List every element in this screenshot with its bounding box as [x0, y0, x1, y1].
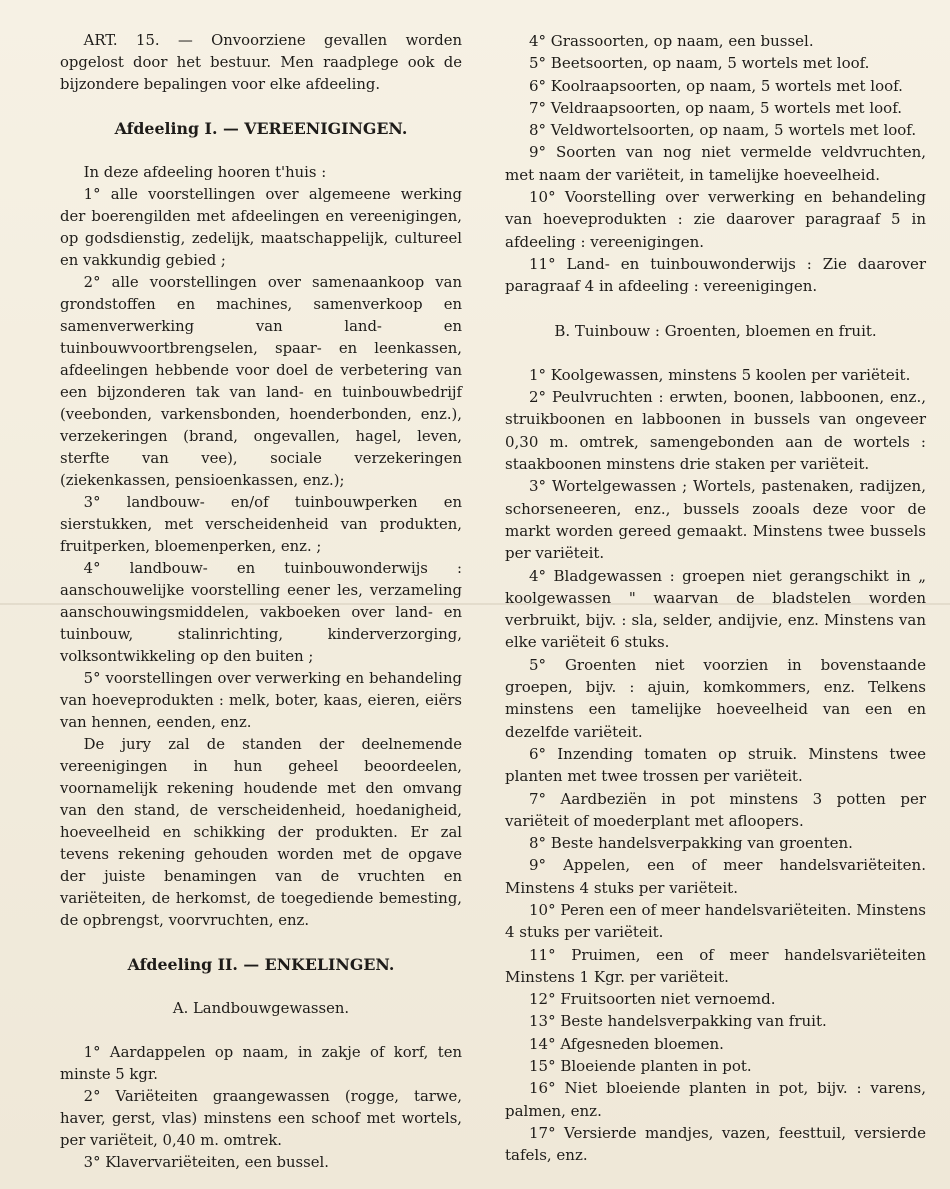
- right-column: [505, 30, 926, 1167]
- left-column-paragraph: 2° Variëteiten graangewassen (rogge, tarwe, haver, gerst, vlas) minstens een schoof met wortels, per variëteit, 0,40 m. omtrek.: [60, 1088, 462, 1149]
- right-column-paragraph: 8° Veldwortelsoorten, op naam, 5 wortels met loof.: [529, 121, 917, 140]
- right-column-paragraph: 4° Bladgewassen : groepen niet gerangschikt in „ koolgewassen " waarvan de bladstelen worden verbruikt, bijv. : sla, selder, andijvie, enz. Minstens van elke variëteit 6 stuks.: [505, 566, 926, 652]
- left-column-paragraph: 2° alle voorstellingen over samenaankoop van grondstoffen en machines, samenverkoop en samenverwerking van land- en tuinbouwvoortbrengselen, spaar- en leenkassen, afdeelingen hebbende voor doel de verbetering van een bijzonderen tak van land- en tuinbouwbedrijf (veebonden, varkensbonden, hoenderbonden, enz.), verzekeringen (brand, ongevallen, hagel, leven, sterfte van vee), sociale verzekeringen (ziekenkassen, pensioenkassen, enz.);: [60, 274, 462, 489]
- right-column-paragraph: 1° Koolgewassen, minstens 5 koolen per variëteit.: [529, 365, 911, 384]
- right-column-paragraph: 10° Voorstelling over verwerking en behandeling van hoeveprodukten : zie daarover paragraaf 5 in afdeeling : vereenigingen.: [505, 188, 926, 251]
- right-column-paragraph: 5° Beetsoorten, op naam, 5 wortels met loof.: [529, 54, 870, 73]
- right-column-paragraph: 17° Versierde mandjes, vazen, feesttuil, versierde tafels, enz.: [505, 1123, 926, 1165]
- left-column-paragraph: Afdeeling I. — VEREENIGINGEN.: [114, 119, 408, 138]
- right-column-paragraph: B. Tuinbouw : Groenten, bloemen en fruit.: [554, 321, 877, 340]
- right-column-paragraph: 12° Fruitsoorten niet vernoemd.: [529, 990, 776, 1009]
- right-column-paragraph: 16° Niet bloeiende planten in pot, bijv. : varens, palmen, enz.: [505, 1079, 926, 1120]
- right-column-paragraph: 3° Wortelgewassen ; Wortels, pastenaken, radijzen, schorseneeren, enz., bussels zooals deze voor de markt worden gereed gemaakt. Minstens twee bussels per variëteit.: [505, 477, 926, 563]
- right-column-paragraph: 7° Aardbeziën in pot minstens 3 potten per variëteit of moederplant met afloopers.: [505, 789, 926, 830]
- right-column-paragraph: 7° Veldraapsoorten, op naam, 5 wortels met loof.: [529, 98, 903, 117]
- left-column-paragraph: De jury zal de standen der deelnemende vereenigingen in hun geheel beoordeelen, voornamelijk rekening houdende met den omvang van den stand, de verscheidenheid, hoedanigheid, hoeveelheid en schikking der produkten. Er zal tevens rekening gehouden worden met de opgave der juiste benamingen van de vruchten en variëteiten, de herkomst, de toegediende bemesting, de opbrengst, voorvruchten, enz.: [60, 736, 462, 929]
- right-column-paragraph: 10° Peren een of meer handelsvariëteiten. Minstens 4 stuks per variëteit.: [505, 900, 926, 942]
- left-column-paragraph: 3° Klavervariëteiten, een bussel.: [83, 1154, 329, 1171]
- right-column-paragraph: 4° Grassoorten, op naam, een bussel.: [529, 32, 814, 50]
- right-column-paragraph: 5° Groenten niet voorzien in bovenstaande groepen, bijv. : ajuin, komkommers, enz. Telkens minstens een tamelijke hoeveelheid van een en dezelfde variëteit.: [505, 655, 926, 741]
- left-column-paragraph: Afdeeling II. — ENKELINGEN.: [127, 955, 395, 974]
- left-column-paragraph: 1° Aardappelen op naam, in zakje of korf, ten minste 5 kgr.: [60, 1044, 462, 1083]
- right-column-paragraph: 6° Koolraapsoorten, op naam, 5 wortels met loof.: [529, 76, 903, 95]
- right-column-paragraph: 6° Inzending tomaten op struik. Minstens twee planten met twee trossen per variëteit.: [505, 744, 926, 786]
- left-column-paragraph: A. Landbouwgewassen.: [172, 1000, 350, 1017]
- right-column-paragraph: 15° Bloeiende planten in pot.: [529, 1057, 752, 1076]
- right-column-paragraph: 2° Peulvruchten : erwten, boonen, labboonen, enz., struikboonen en labboonen in bussels van ongeveer 0,30 m. omtrek, samengebonden aan de wortels : staakboonen minstens drie staken per variëteit.: [505, 388, 926, 474]
- right-column-paragraph: 11° Pruimen, een of meer handelsvariëteiten Minstens 1 Kgr. per variëteit.: [505, 945, 926, 986]
- left-column: [60, 30, 462, 1174]
- right-column-paragraph: 9° Appelen, een of meer handelsvariëteiten. Minstens 4 stuks per variëteit.: [505, 856, 926, 897]
- left-column-paragraph: ART. 15. — Onvoorziene gevallen worden opgelost door het bestuur. Men raadplege ook de bijzondere bepalingen voor elke afdeeling.: [60, 32, 462, 93]
- right-column-paragraph: 14° Afgesneden bloemen.: [529, 1034, 724, 1053]
- right-column-paragraph: 11° Land- en tuinbouwonderwijs : Zie daarover paragraaf 4 in afdeeling : vereenigingen.: [505, 254, 926, 296]
- right-column-paragraph: 8° Beste handelsverpakking van groenten.: [529, 834, 853, 853]
- left-column-paragraph: 3° landbouw- en/of tuinbouwperken en sierstukken, met verscheidenheid van produkten, fruitperken, bloemenperken, enz. ;: [60, 494, 462, 555]
- right-column-paragraph: 13° Beste handelsverpakking van fruit.: [529, 1012, 827, 1031]
- left-column-paragraph: In deze afdeeling hooren t'huis :: [83, 164, 327, 181]
- right-column-paragraph: 9° Soorten van nog niet vermelde veldvruchten, met naam der variëteit, in tamelijke hoeveelheid.: [505, 143, 926, 184]
- left-column-paragraph: 1° alle voorstellingen over algemeene werking der boerengilden met afdeelingen en vereenigingen, op godsdienstig, zedelijk, maatschappelijk, cultureel en vakkundig gebied ;: [60, 186, 462, 269]
- left-column-paragraph: 4° landbouw- en tuinbouwonderwijs : aanschouwelijke voorstelling eener les, verzameling aanschouwingsmiddelen, vakboeken over land- en tuinbouw, stalinrichting, kinderverzorging, volksontwikkeling op den buiten ;: [60, 560, 462, 665]
- left-column-paragraph: 5° voorstellingen over verwerking en behandeling van hoeveprodukten : melk, boter, kaas, eieren, eiërs van hennen, eenden, enz.: [60, 670, 462, 731]
